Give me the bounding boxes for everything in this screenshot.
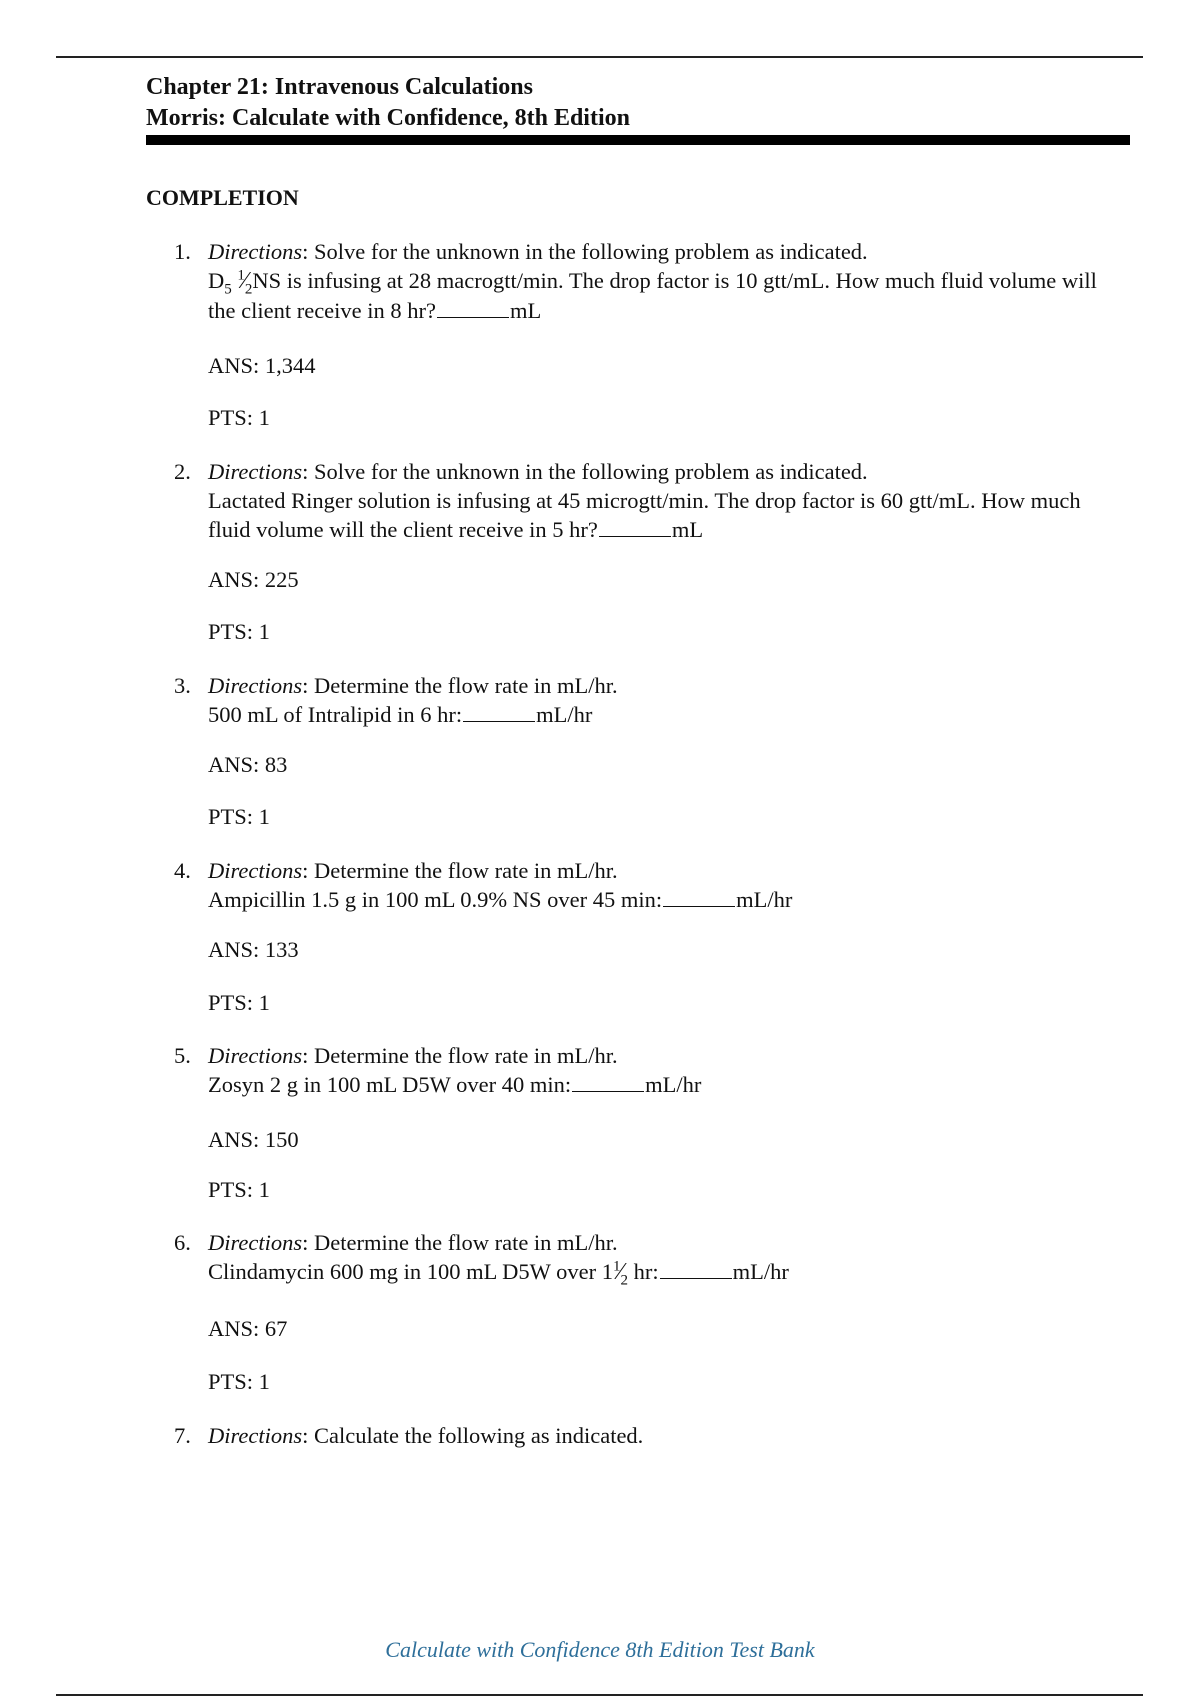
directions-label: Directions <box>208 239 303 264</box>
page-footer: Calculate with Confidence 8th Edition Test Bank <box>385 1637 815 1662</box>
directions-text: : Determine the flow rate in mL/hr. <box>302 1043 618 1068</box>
directions-label: Directions <box>208 673 303 698</box>
question-1 <box>174 237 1104 325</box>
answer-2: ANS: 225 <box>208 567 299 592</box>
top-rule <box>56 56 1143 58</box>
answer-5: ANS: 150 <box>208 1127 299 1152</box>
page-header <box>146 72 1130 145</box>
fraction-slash: ⁄ <box>618 1259 623 1285</box>
directions-text: : Determine the flow rate in mL/hr. <box>302 1230 618 1255</box>
question-6 <box>174 1228 1104 1287</box>
question-text: NS is infusing at 28 macrogtt/min. The drop factor is 10 gtt/mL. How much fluid volume will the client receive in 8 hr? <box>208 268 1097 323</box>
question-7 <box>174 1421 1104 1450</box>
answer-unit: mL/hr <box>536 702 593 727</box>
solution-prefix: D <box>208 268 225 293</box>
question-number: 1. <box>174 239 191 264</box>
fraction-denominator: 2 <box>620 1272 628 1289</box>
question-4 <box>174 856 1104 914</box>
question-number: 4. <box>174 858 191 883</box>
answer-blank[interactable] <box>663 886 735 907</box>
answer-unit: mL/hr <box>736 887 793 912</box>
points-6: PTS: 1 <box>208 1369 270 1394</box>
answer-blank[interactable] <box>437 297 509 318</box>
points-5: PTS: 1 <box>208 1177 270 1202</box>
points-4: PTS: 1 <box>208 990 270 1015</box>
directions-label: Directions <box>208 459 303 484</box>
answer-1: ANS: 1,344 <box>208 353 316 378</box>
directions-label: Directions <box>208 1043 303 1068</box>
bottom-rule <box>56 1694 1143 1696</box>
answer-unit: mL/hr <box>732 1259 789 1284</box>
question-5 <box>174 1041 1104 1099</box>
answer-blank[interactable] <box>660 1258 732 1279</box>
section-title: COMPLETION <box>146 185 299 210</box>
question-number: 2. <box>174 459 191 484</box>
question-number: 3. <box>174 673 191 698</box>
answer-blank[interactable] <box>599 516 671 537</box>
directions-label: Directions <box>208 1230 303 1255</box>
answer-4: ANS: 133 <box>208 937 299 962</box>
fraction-numerator: 1 <box>237 267 245 284</box>
answer-blank[interactable] <box>463 701 535 722</box>
directions-text: : Solve for the unknown in the following problem as indicated. <box>302 239 868 264</box>
question-number: 5. <box>174 1043 191 1068</box>
answer-unit: mL <box>671 517 704 542</box>
chapter-title: Chapter 21: Intravenous Calculations <box>146 74 533 100</box>
directions-label: Directions <box>208 858 303 883</box>
question-2 <box>174 457 1104 544</box>
question-text: Clindamycin 600 mg in 100 mL D5W over <box>208 1259 597 1284</box>
points-1: PTS: 1 <box>208 405 270 430</box>
question-number: 7. <box>174 1423 191 1448</box>
question-text: Zosyn 2 g in 100 mL D5W over 40 min: <box>208 1072 572 1097</box>
points-3: PTS: 1 <box>208 804 270 829</box>
answer-blank[interactable] <box>572 1071 644 1092</box>
answer-3: ANS: 83 <box>208 752 288 777</box>
question-text: 500 mL of Intralipid in 6 hr: <box>208 702 463 727</box>
points-2: PTS: 1 <box>208 619 270 644</box>
answer-unit: mL/hr <box>645 1072 702 1097</box>
question-number: 6. <box>174 1230 191 1255</box>
answer-unit: mL <box>510 298 542 323</box>
directions-text: : Determine the flow rate in mL/hr. <box>302 858 618 883</box>
solution-subscript: 5 <box>224 281 232 298</box>
question-text-tail: hr: <box>633 1259 659 1284</box>
fraction-denominator: 2 <box>244 281 253 298</box>
directions-label: Directions <box>208 1423 303 1448</box>
fraction-numerator: 1 <box>612 1258 621 1275</box>
directions-text: : Solve for the unknown in the following problem as indicated. <box>302 459 868 484</box>
question-text: Lactated Ringer solution is infusing at 45 microgtt/min. The drop factor is 60 gtt/mL. How much fluid volume will the client receive in 5 hr? <box>208 488 1081 542</box>
question-text: Ampicillin 1.5 g in 100 mL 0.9% NS over 45 min: <box>208 887 663 912</box>
answer-6: ANS: 67 <box>208 1316 288 1341</box>
directions-text: : Calculate the following as indicated. <box>302 1423 644 1448</box>
question-3 <box>174 671 1104 729</box>
mixed-number-whole: 1 <box>601 1259 613 1284</box>
fraction-slash: ⁄ <box>242 268 247 294</box>
book-title: Morris: Calculate with Confidence, 8th Edition <box>146 105 630 131</box>
directions-text: : Determine the flow rate in mL/hr. <box>302 673 618 698</box>
header-rule <box>146 135 1130 145</box>
